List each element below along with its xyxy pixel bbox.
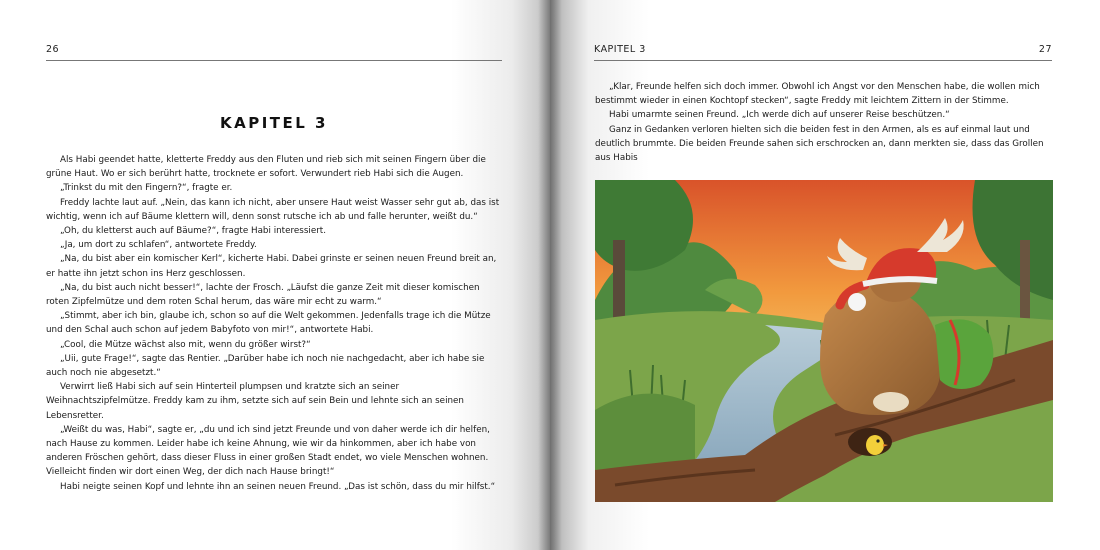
paragraph: „Cool, die Mütze wächst also mit, wenn du größer wirst?“ — [60, 339, 311, 350]
page-number-right: 27 — [1038, 44, 1052, 55]
paragraph: Habi neigte seinen Kopf und lehnte ihn an seinen neuen Freund. „Das ist schön, dass du mir hilfst.“ — [60, 481, 496, 492]
paragraph: „Ja, um dort zu schlafen“, antwortete Freddy. — [60, 240, 257, 251]
running-head: KAPITEL 3 — [594, 44, 646, 55]
right-page-header — [594, 44, 1052, 61]
right-page — [550, 0, 1100, 550]
paragraph: „Weißt du was, Habi“, sagte er, „du und ich sind jetzt Freunde und von daher werde ich dir helfen, nach Hause zu kommen. Leider habe ich keine Ahnung, wie wir da hinkommen, aber ich habe von anderen Fröschen gehört, dass dieser Fluss in einer großen Stadt endet, wo viele Menschen wohnen. Vielleicht finden wir dort einen Weg, der dich nach Hause bringt!“ — [46, 424, 490, 478]
paragraph: Habi umarmte seinen Freund. „Ich werde dich auf unserer Reise beschützen.“ — [609, 110, 950, 121]
paragraph: „Trinkst du mit den Fingern?“, fragte er. — [60, 183, 233, 194]
reindeer-and-bird-on-branch-illustration — [595, 180, 1053, 502]
left-page-header — [46, 44, 502, 61]
left-page-body — [46, 153, 504, 494]
book-gutter-shadow — [538, 0, 562, 550]
paragraph: Freddy lachte laut auf. „Nein, das kann ich nicht, aber unsere Haut weist Wasser sehr gut ab, das ist wichtig, wenn ich auf Bäume klettern will, denn sonst rutsche ich ab und falle herunter, weißt du.“ — [46, 197, 500, 222]
paragraph: „Na, du bist aber ein komischer Kerl“, kicherte Habi. Dabei grinste er seinen neuen Freund breit an, er hatte ihn jetzt schon ins Herz geschlossen. — [46, 254, 497, 279]
paragraph: „Uii, gute Frage!“, sagte das Rentier. „Darüber habe ich noch nie nachgedacht, aber ich habe sie auch noch nie abgesetzt.“ — [46, 353, 485, 379]
right-page-body — [595, 80, 1053, 165]
page-number-left: 26 — [46, 44, 60, 55]
chapter-title: KAPITEL 3 — [219, 114, 328, 132]
paragraph: „Klar, Freunde helfen sich doch immer. Obwohl ich Angst vor den Menschen habe, die wollen mich bestimmt wieder in einen Kochtopf stecken“, sagte Freddy mit leichtem Zittern in der Stimme. — [595, 82, 1040, 107]
paragraph: „Na, du bist auch nicht besser!“, lachte der Frosch. „Läufst die ganze Zeit mit dieser komischen roten Zipfelmütze und dem roten Schal herum, das wäre mir echt zu warm.“ — [46, 282, 480, 308]
paragraph: „Stimmt, aber ich bin, glaube ich, schon so auf die Welt gekommen. Jedenfalls trage ich die Mütze und den Schal auch schon auf jedem Babyfoto von mir!“, antwortete Habi. — [46, 311, 491, 336]
paragraph: Verwirrt ließ Habi sich auf sein Hinterteil plumpsen und kratzte sich an seiner Weihnachtszipfelmütze. Freddy kam zu ihm, setzte sich auf sein Bein und lehnte sich an seinen Lebensretter. — [46, 382, 464, 421]
paragraph: „Oh, du kletterst auch auf Bäume?“, fragte Habi interessiert. — [60, 226, 327, 237]
paragraph: Als Habi geendet hatte, kletterte Freddy aus den Fluten und rieb sich mit seinen Fingern über die grüne Haut. Wo er sich berührt hatte, trocknete er sofort. Verwundert rieb Habi sich die Augen. — [46, 155, 486, 180]
paragraph: Ganz in Gedanken verloren hielten sich die beiden fest in den Armen, als es auf einmal laut und deutlich brummte. Die beiden Freunde sahen sich erschrocken an, dann merkten sie, dass das Grollen aus Habis — [595, 124, 1044, 164]
